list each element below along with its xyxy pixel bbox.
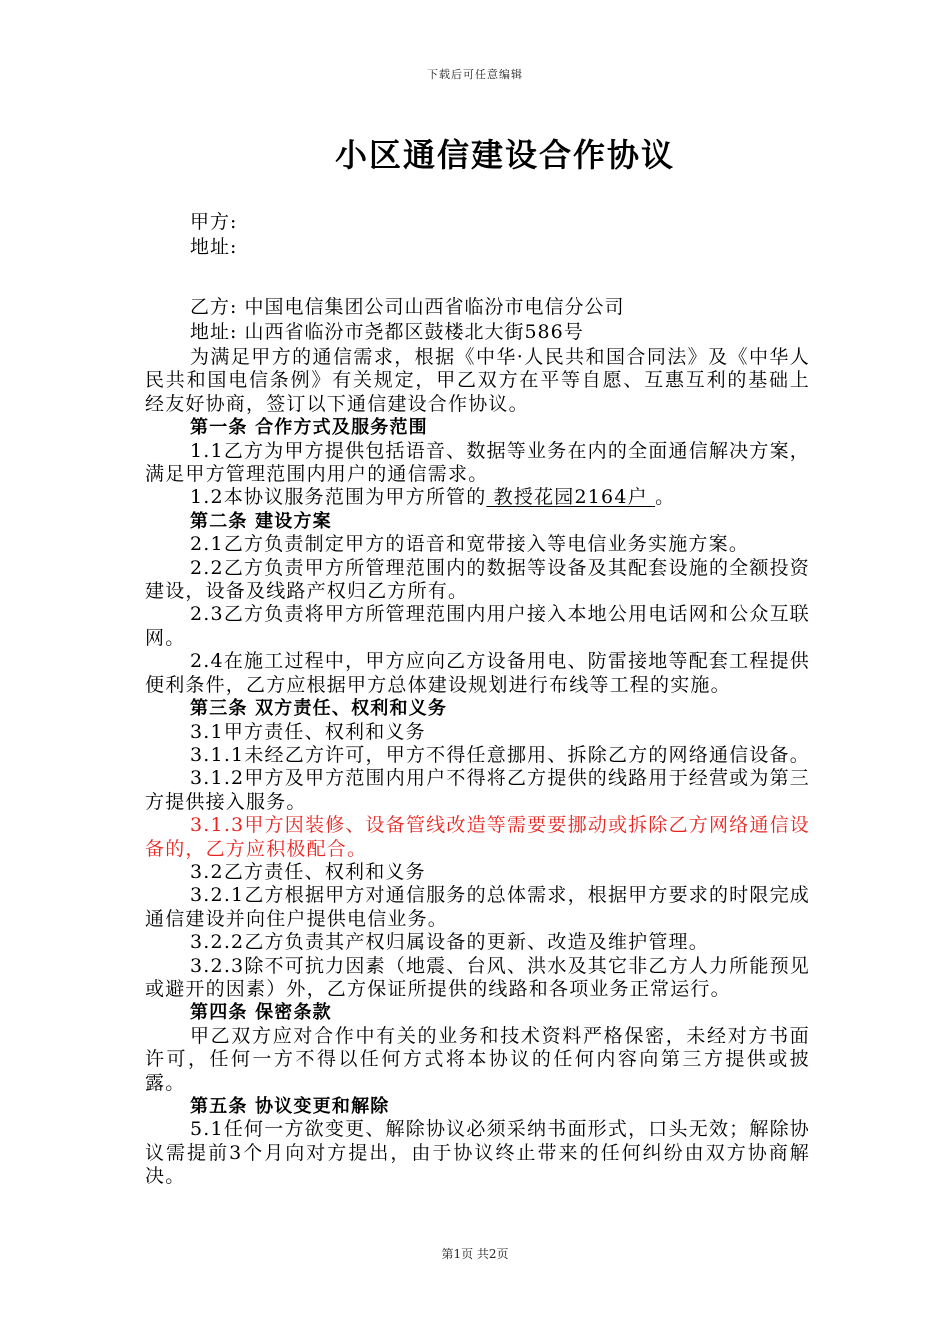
clause-3-1: 3.1甲方责任、权利和义务 <box>190 720 426 743</box>
clause-1-2-suffix: 。 <box>655 486 676 509</box>
clause-1-1: 1.1乙方为甲方提供包括语音、数据等业务在内的全面通信解决方案，满足甲方管理范围内用户的通信需求。 <box>145 439 810 486</box>
clause-2-1: 2.1乙方负责制定甲方的语音和宽带接入等电信业务实施方案。 <box>190 533 750 556</box>
clause-1-2-prefix: 1.2本协议服务范围为甲方所管的 <box>190 486 487 509</box>
header-note: 下载后可任意编辑 <box>427 68 523 81</box>
article-3-heading: 第三条 双方责任、权利和义务 <box>190 698 448 720</box>
clause-3-2-2: 3.2.2乙方负责其产权归属设备的更新、改造及维护管理。 <box>190 931 709 954</box>
clause-5-1: 5.1任何一方欲变更、解除协议必须采纳书面形式，口头无效；解除协议需提前3个月向对方提出，由于协议终止带来的任何纠纷由双方协商解决。 <box>145 1118 810 1188</box>
party-a-name-label: 甲方: <box>190 211 238 233</box>
article-1-heading: 第一条 合作方式及服务范围 <box>190 417 428 439</box>
clause-3-2-3: 3.2.3除不可抗力因素（地震、台风、洪水及其它非乙方人力所能预见或避开的因素）外，乙方保证所提供的线路和各项业务正常运行。 <box>145 954 810 1000</box>
page-footer: 第1页 共2页 <box>441 1247 509 1261</box>
clause-3-2: 3.2乙方责任、权利和义务 <box>190 860 426 883</box>
clause-2-4: 2.4在施工过程中，甲方应向乙方设备用电、防雷接地等配套工程提供便利条件，乙方应根据甲方总体建设规划进行布线等工程的实施。 <box>145 650 810 696</box>
clause-2-2: 2.2乙方负责甲方所管理范围内的数据等设备及其配套设施的全额投资建设，设备及线路产权归乙方所有。 <box>145 556 810 603</box>
clause-1-2 <box>145 486 810 509</box>
clause-3-1-2: 3.1.2甲方及甲方范围内用户不得将乙方提供的线路用于经营或为第三方提供接入服务。 <box>145 767 810 813</box>
document-title: 小区通信建设合作协议 <box>334 136 675 174</box>
clause-3-2-1: 3.2.1乙方根据甲方对通信服务的总体需求，根据甲方要求的时限完成通信建设并向住户提供电信业务。 <box>145 884 810 930</box>
intro-paragraph: 为满足甲方的通信需求，根据《中华·人民共和国合同法》及《中华人民共和国电信条例》有关规定，甲乙双方在平等自愿、互惠互利的基础上经友好协商，签订以下通信建设合作协议。 <box>145 346 810 415</box>
party-a-address-label: 地址: <box>190 236 238 258</box>
clause-4: 甲乙双方应对合作中有关的业务和技术资料严格保密，未经对方书面许可，任何一方不得以任何方式将本协议的任何内容向第三方提供或披露。 <box>145 1024 810 1094</box>
clause-3-1-1: 3.1.1未经乙方许可，甲方不得任意挪用、拆除乙方的网络通信设备。 <box>190 743 810 766</box>
article-4-heading: 第四条 保密条款 <box>190 1002 332 1024</box>
article-5-heading: 第五条 协议变更和解除 <box>190 1096 390 1117</box>
party-b-address: 地址: 山西省临汾市尧都区鼓楼北大街586号 <box>190 321 584 343</box>
service-scope-value: 教授花园2164户 <box>486 486 656 509</box>
parties-block <box>190 210 624 345</box>
article-2-heading: 第二条 建设方案 <box>190 510 332 532</box>
clause-2-3: 2.3乙方负责将甲方所管理范围内用户接入本地公用电话网和公众互联网。 <box>145 603 810 649</box>
party-b-name: 乙方: 中国电信集团公司山西省临汾市电信分公司 <box>190 296 625 318</box>
clause-3-1-3-highlighted: 3.1.3甲方因装修、设备管线改造等需要要挪动或拆除乙方网络通信设备的，乙方应积极配合。 <box>145 814 810 860</box>
agreement-body <box>145 346 810 1189</box>
